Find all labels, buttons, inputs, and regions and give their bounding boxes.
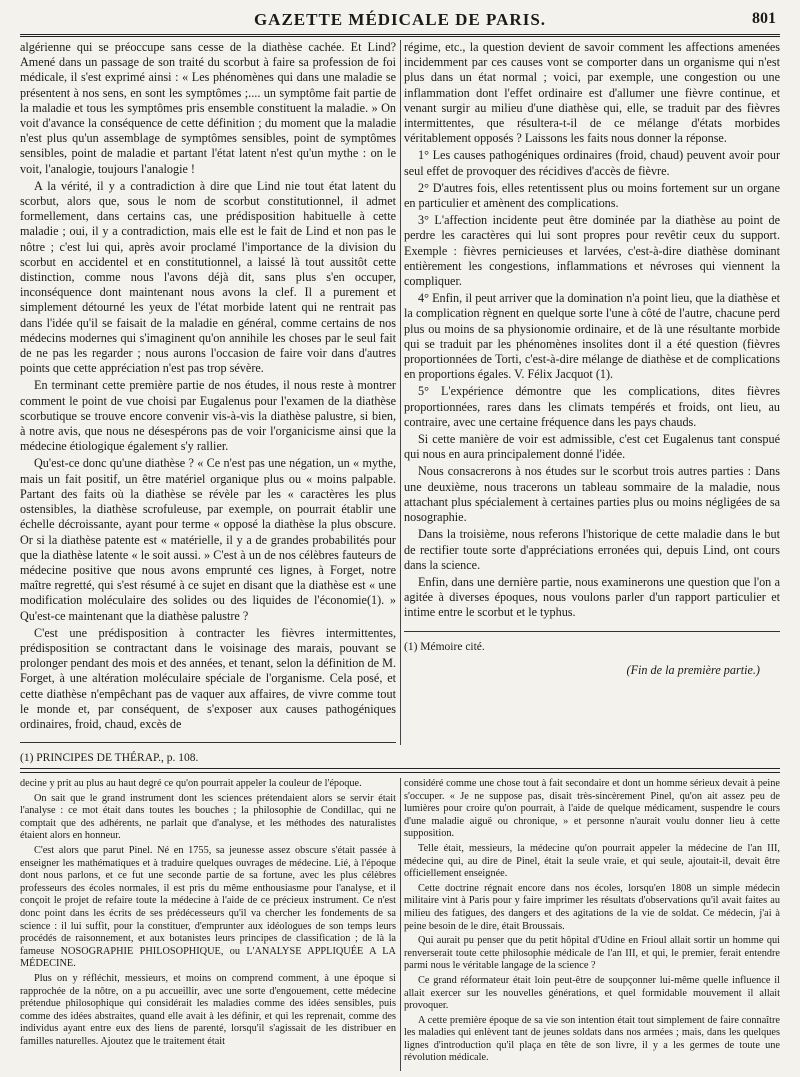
paragraph: Qu'est-ce donc qu'une diathèse ? « Ce n'est pas une négation, un « mythe, mais un fait positif, un être matériel organique plus ou « moins palpable. Partant des faits où la diathèse se révèle par les « caractères les plus ostensibles, la diathèse scrofuleuse, par exemple, on pourrait établir une échelle décroissante, ayant pour terme « opposé la diathèse la plus obscure. Or si la diathèse patente est « matérielle, il y a de grandes probabilités pour que la diathèse latente « le soit aussi. » C'est à un de nos célèbres fauteurs de médecine positive que nous avons emprunté ces lignes, à Forget, notre maître regretté, qui s'est résumé à ce sujet en disant que la diathèse est « une modification moléculaire des solides ou des liquides de l'économie(1). » Qu'est-ce maintenant que la diathèse palustre ? (20, 456, 396, 623)
footnote: (1) PRINCIPES DE THÉRAP., p. 108. (20, 752, 199, 765)
paragraph: Si cette manière de voir est admissible, c'est cet Eugalenus tant conspué qui nous en aura principalement donné l'idée. (404, 432, 780, 462)
paragraph: En terminant cette première partie de nos études, il nous reste à montrer comment le point de vue choisi par Eugalenus pour l'examen de la diathèse scorbutique se trouve encore convenir vis-à-vis la diathèse palustre, si bien, à notre avis, que nous ne désespérons pas de voir l'organicisme ainsi que la médecine étiologique également s'y rallier. (20, 378, 396, 454)
paragraph: considéré comme une chose tout à fait secondaire et dont un homme sérieux devait à peine s'occuper. « Je ne suppose pas, disait très-sincèrement Pinel, qu'on ait assez peu de lumières pour croire qu'on pourrait, à l'aide de quelque médicament, suspendre le cours d'une maladie aiguë ou chronique, » et personne n'aurait voulu donner lieu à cette supposition. (404, 778, 780, 840)
paragraph: Enfin, dans une dernière partie, nous examinerons une question que l'on a agitée à diverses époques, nous voulons parler d'un rapport particulier et intime entre le scorbut et le typhus. (404, 574, 780, 620)
article-upper (20, 40, 780, 765)
section-divider (20, 768, 780, 773)
paragraph: 3° L'affection incidente peut être dominée par la diathèse au point de perdre les caractères qui lui sont propres pour revêtir ceux du support. Exemple : fièvres pernicieuses et larvées, c'est-à-dire diathèse dominant entièrement les congestions, inflammations et névroses qui viennent la compliquer. (404, 213, 780, 289)
article-lower (20, 778, 780, 1071)
journal-title: GAZETTE MÉDICALE DE PARIS. (253, 10, 547, 29)
paragraph: Dans la troisième, nous referons l'historique de cette maladie dans le but de rectifier toute sorte d'appréciations erronées qui, depuis Lind, ont cours dans la science. (404, 527, 780, 572)
paragraph: Plus on y réfléchit, messieurs, et moins on comprend comment, à une époque si rapprochée de la nôtre, on a pu accueillir, avec une sorte d'engouement, cette médecine prétendue philosophique qui considérait les maladies comme des idées sensibles, puis comme des idées abstraites, quand elle avait à les définir, et qui les reprenait, comme des individus ayant entre eux des liens de parenté, lorsqu'il s'agissait de les distribuer en familles naturelles. Ajoutez que le traitement était (20, 972, 396, 1047)
page-header (20, 10, 780, 37)
paragraph: A cette première époque de sa vie son intention était tout simplement de faire connaître les maladies qui enlèvent tant de jeunes soldats dans nos armées ; mais, dans les quelques lignes d'introduction qu'il plaça en tête de son livre, il y a les germes de toute une révolution médicale. (404, 1014, 780, 1064)
column-divider (400, 778, 401, 1071)
paragraph: 2° D'autres fois, elles retentissent plus ou moins fortement sur un organe en particulier et amènent des complications. (404, 180, 780, 211)
paragraph: A la vérité, il y a contradiction à dire que Lind nie tout état latent du scorbut, alors que, sous le nom de scorbut constitutionnel, il admet formellement, dans certains cas, une prédisposition habituelle à cette maladie ; oui, il y a contradiction, mais elle est le fait de Lind et non pas le nôtre ; c'est lui qui, après avoir proclamé l'importance de la division du scorbut en accidentel et en constitutionnel, a laissé là tout aussitôt cette distinction, comme nous l'avons déjà dit, sans plus s'en occuper, inconséquence dont maintenant nous avons la clef. Il a purement et simplement détourné les yeux de l'état morbide latent qui ne rentrait pas dans l'idée qu'il se faisait de la maladie en général, comme certains de nos médecins modernes qui s'imaginent qu'on annihile les choses par le seul fait de ne pas les regarder ; nous aurons l'occasion de faire voir dans d'autres points que cette appréciation n'est pas trop sévère. (20, 178, 396, 376)
footnote-divider (404, 631, 780, 632)
paragraph: C'est une prédisposition à contracter les fièvres intermittentes, prédisposition se contractant dans le voisinage des marais, pouvant se prolonger pendant des mois et des années, et tenant, selon la définition de M. Forget, à une altération moléculaire spéciale de l'organisme. Cela posé, et cette diathèse n'empêchant pas de vaquer aux affaires, de vivre comme tout le monde et, par conséquent, de s'exposer aux causes pathogéniques ordinaires, froid, chaud, excès de (20, 625, 396, 731)
column-divider (400, 40, 401, 745)
lower-left-column (20, 778, 396, 1071)
paragraph: Qui aurait pu penser que du petit hôpital d'Udine en Frioul allait sortir un homme qui renverserait toute cette philosophie médicale de l'an III, et qui, le premier, ferait entendre parmi nous le véritable langage de la science ? (404, 935, 780, 972)
upper-left-column (20, 40, 396, 765)
page-number: 801 (752, 10, 776, 27)
paragraph: régime, etc., la question devient de savoir comment les affections amenées incidemment par ces causes vont se comporter dans un organisme qui n'est plus dans un état normal ; voici, par exemple, une congestion ou une inflammation dont l'effet ordinaire est d'allumer une fièvre continue, et venant surgir au milieu d'une diathèse qui, elle, se traduit par des fièvres intermittentes, que résultera-t-il de ce mélange d'états morbides véritablement opposés ? Laissons les faits nous donner la réponse. (404, 40, 780, 146)
paragraph: 1° Les causes pathogéniques ordinaires (froid, chaud) peuvent avoir pour seul effet de provoquer des récidives d'accès de fièvre. (404, 148, 780, 178)
paragraph: algérienne qui se préoccupe sans cesse de la diathèse cachée. Et Lind? Amené dans un passage de son traité du scorbut à faire sa profession de foi médicale, il s'est exprimé ainsi : « Les phénomènes qui dans une maladie se présentent à nos sens, en sont les symptômes ;.... un symptôme fait partie de la maladie et tous les symptômes pris ensemble constituent la maladie. » On voit d'avance la conséquence de cette définition ; du moment que la maladie n'est plus qu'un assemblage de symptômes sensibles, point de symptômes sensibles, point de maladie et partant l'état latent n'est qu'un mythe : on le voit, l'analogie, toujours l'analogie ! (20, 40, 396, 176)
lower-right-column (404, 778, 780, 1071)
footnote: (1) Mémoire cité. (404, 640, 485, 653)
upper-right-column (404, 40, 780, 745)
paragraph: 4° Enfin, il peut arriver que la domination n'a point lieu, que la diathèse et la complication règnent en quelque sorte l'une à côté de l'autre, chacune perd plus ou moins de sa physionomie ordinaire, et de là une résultante morbide qui se traduit par les phénomènes insolites dont il a été question (fièvres proportionnées de Torti, c'est-à-dire mélange de diathèse et de complications en proportions égales. V. Félix Jacquot (1). (404, 291, 780, 382)
paragraph: C'est alors que parut Pinel. Né en 1755, sa jeunesse assez obscure s'était passée à enseigner les mathématiques et à traduire quelques ouvrages de médecine. Lié, à l'époque dont nous parlons, et ce fut une seconde partie de sa fortune, avec les plus célèbres professeurs des écoles normales, il est pris du même enthousiasme pour l'analyse, et il conçoit le projet de refaire toute la médecine à l'aide de ce précieux instrument. Ce n'est donc point dans les écrits de ses prédécesseurs qu'il va chercher les fondements de sa science : il lui suffit, pour la constituer, d'emprunter aux idéologues de son temps leurs procédés de raisonnement, et aux botanistes leurs principes de classification ; de là la fameuse NOSOGRAPHIE PHILOSOPHIQUE, ou L'ANALYSE APPLIQUÉE A LA MÉDECINE. (20, 844, 396, 970)
paragraph: decine y prit au plus au haut degré ce qu'on pourrait appeler la couleur de l'époque. (20, 778, 362, 789)
paragraph: 5° L'expérience démontre que les complications, dites fièvres proportionnées, rares dans les climats tempérés et froids, ont lieu, au contraire, avec une certaine fréquence dans les pays chauds. (404, 384, 780, 429)
footnote-divider (20, 742, 396, 743)
paragraph: Telle était, messieurs, la médecine qu'on pourrait appeler la médecine de l'an III, médecine qui, au dire de Pinel, était la seule vraie, et qui seule, ajoutait-il, devait être officiellement enseignée. (404, 842, 780, 880)
paragraph: On sait que le grand instrument dont les sciences prétendaient alors se servir était l'analyse : ce mot était dans toutes les bouches ; la philosophie de Condillac, qui ne comptait que des adhérents, ne parlait que d'analyse, et les méthodes des naturalistes étaient alors en honneur. (20, 792, 396, 842)
paragraph: Nous consacrerons à nos études sur le scorbut trois autres parties : Dans une deuxième, nous tracerons un tableau sommaire de la maladie, nous attachant plus spécialement à certaines parties plus ou moins négligées de sa nosographie. (404, 464, 780, 525)
paragraph: Cette doctrine régnait encore dans nos écoles, lorsqu'en 1808 un simple médecin militaire vint à Paris pour y faire imprimer les résultats d'observations qu'il avait faites au milieu des fatigues, des dangers et des agitations de la vie de soldat. Ce médecin, j'ai à peine besoin de le dire, était Broussais. (404, 882, 780, 932)
paragraph: Ce grand réformateur était loin peut-être de soupçonner lui-même quelle influence il allait exercer sur les nouvelles générations, et quel formidable mouvement il allait provoquer. (404, 974, 780, 1012)
end-of-part-note: (Fin de la première partie.) (626, 662, 760, 677)
